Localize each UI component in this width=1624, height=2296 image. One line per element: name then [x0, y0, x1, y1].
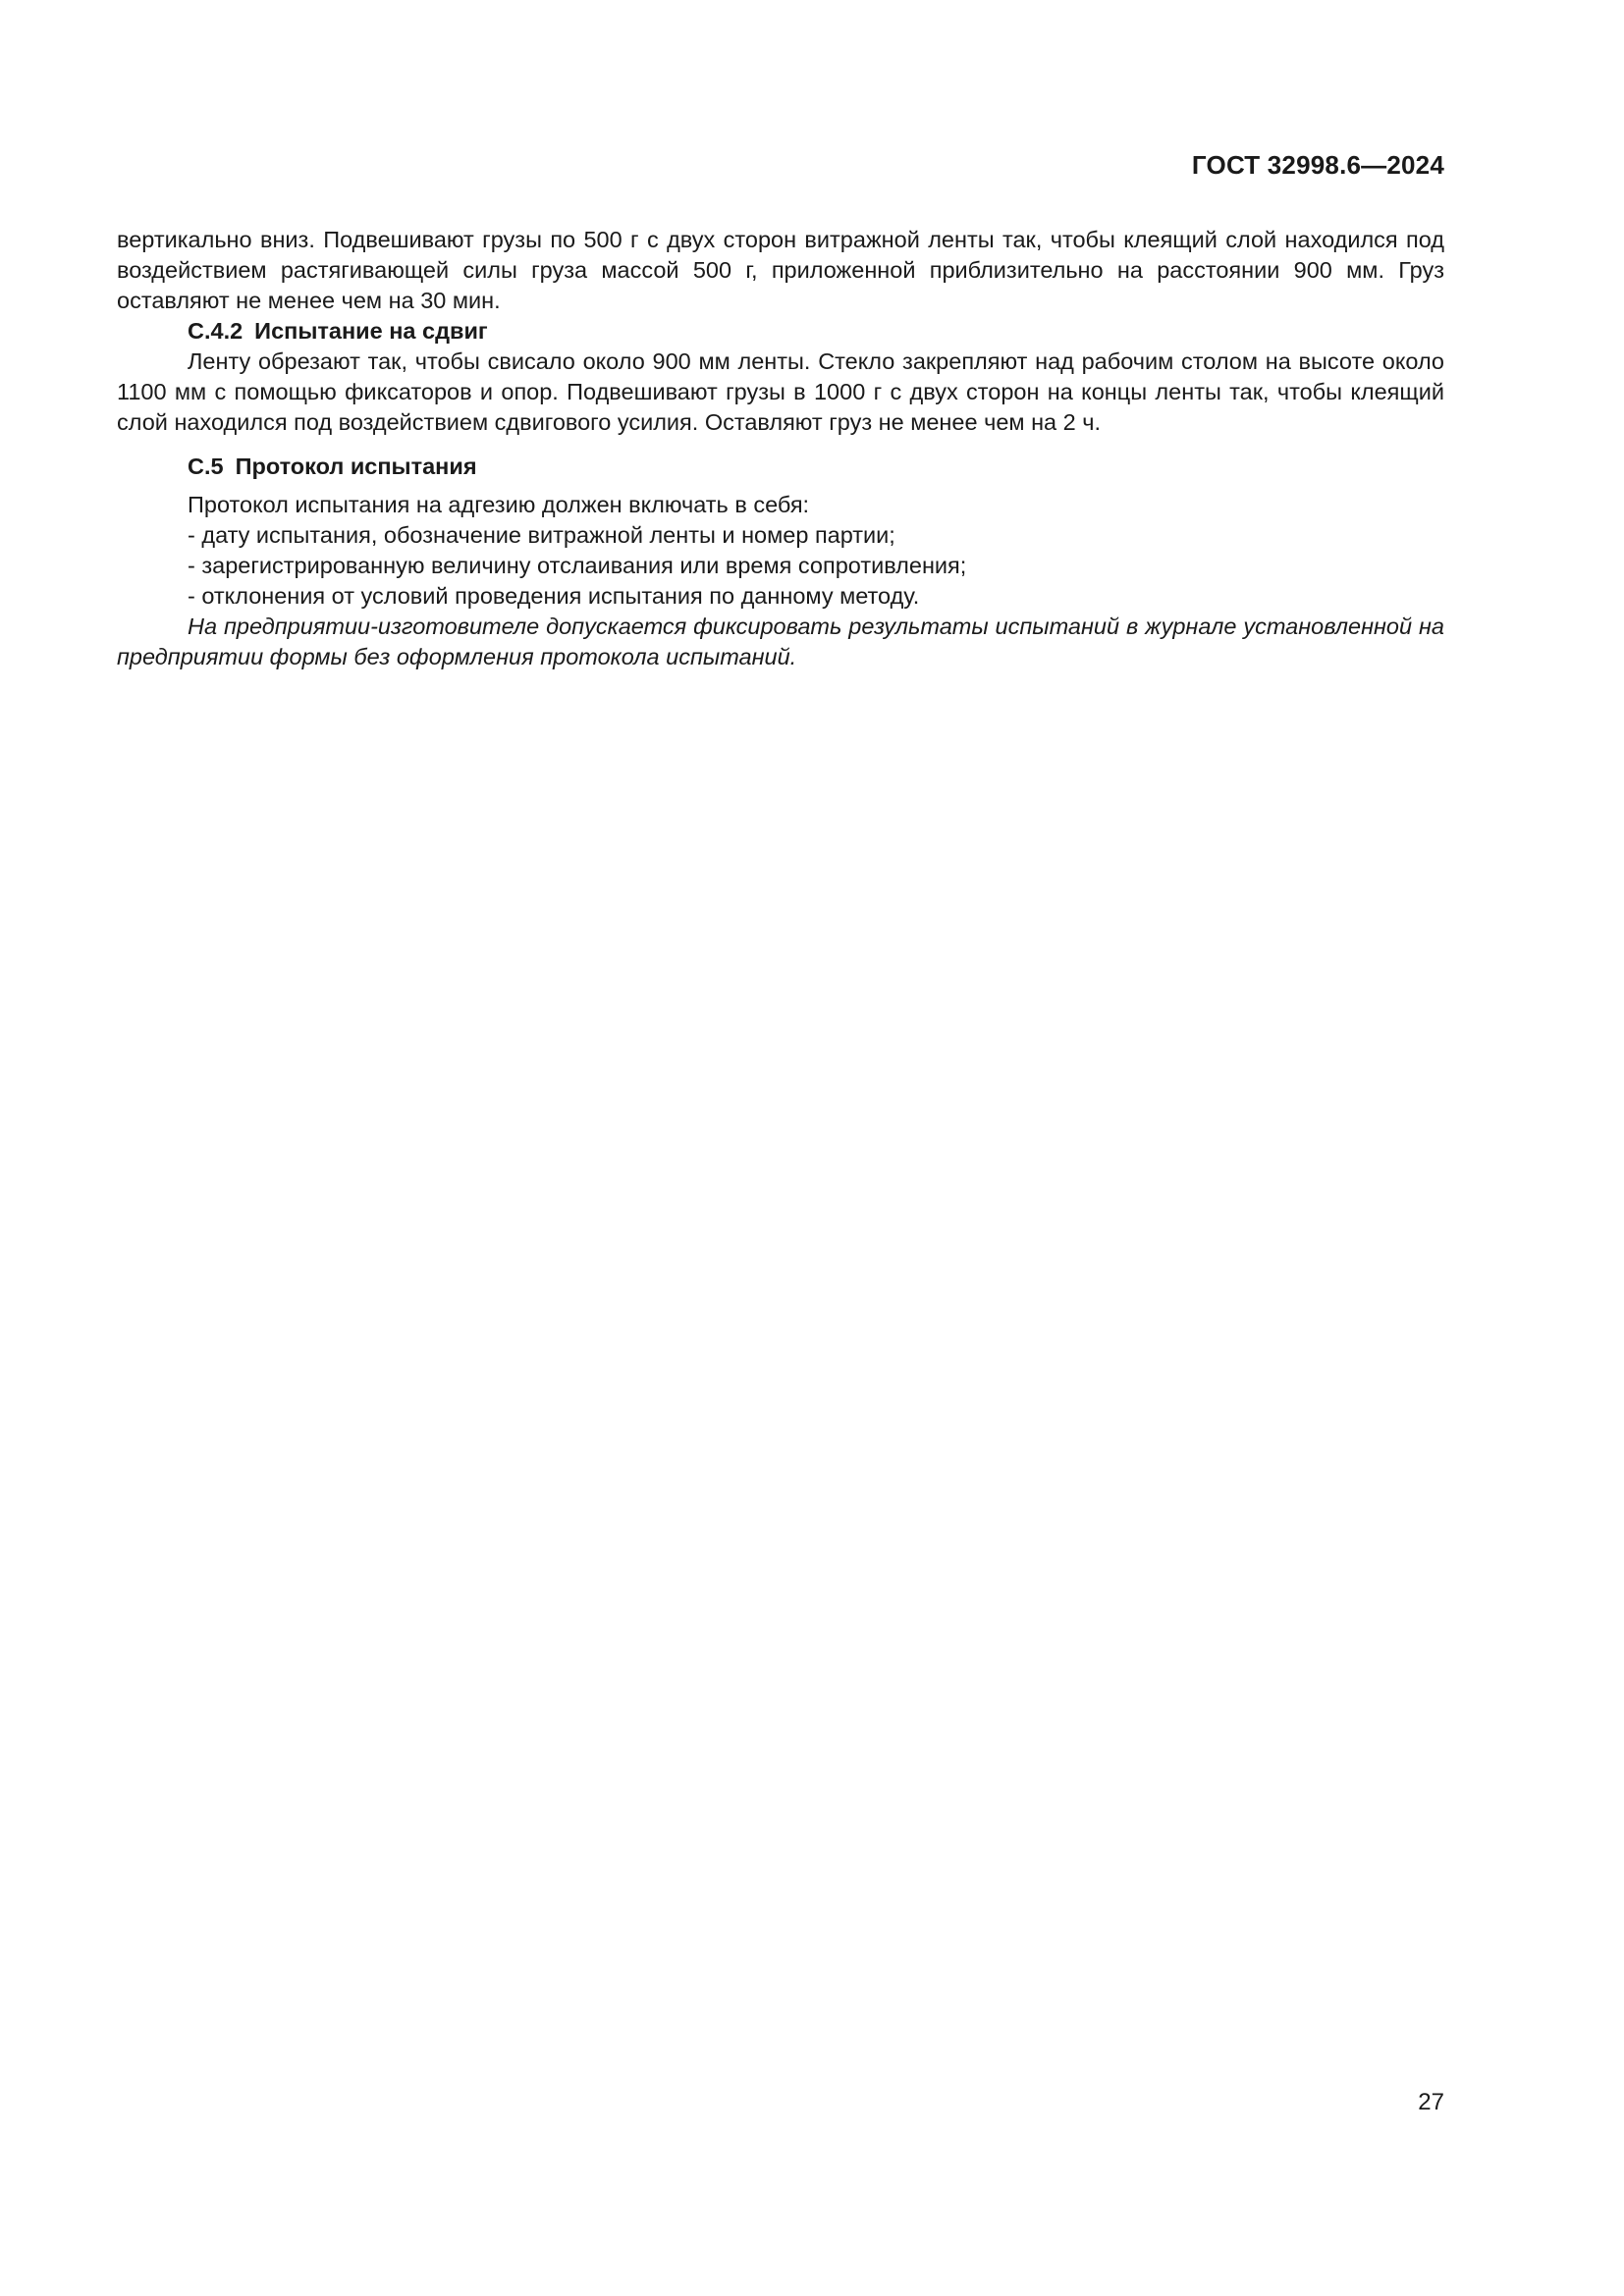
- section-heading-c42: [117, 316, 1444, 347]
- section-number: С.4.2: [188, 318, 244, 344]
- section-title: Протокол испытания: [235, 454, 477, 479]
- list-item: - дату испытания, обозначение витражной ленты и номер партии;: [188, 522, 895, 548]
- page-number: 27: [1418, 2089, 1444, 2115]
- paragraph-continuation: вертикально вниз. Подвешивают грузы по 500 г с двух сторон витражной ленты так, чтобы клеящий слой находился под воздействием растягивающей силы груза массой 500 г, приложенной приблизительно на расстоянии 900 мм. Груз оставляют не менее чем на 30 мин.: [117, 227, 1444, 313]
- list-item: - отклонения от условий проведения испытания по данному методу.: [188, 583, 920, 609]
- section-c5-intro: Протокол испытания на адгезию должен включать в себя:: [188, 492, 810, 517]
- document-code: ГОСТ 32998.6—2024: [1191, 150, 1444, 180]
- section-number: С.5: [188, 454, 224, 479]
- section-c42-text: Ленту обрезают так, чтобы свисало около 900 мм ленты. Стекло закрепляют над рабочим столом на высоте около 1100 мм с помощью фиксаторов и опор. Подвешивают грузы в 1000 г с двух сторон на концы ленты так, чтобы клеящий слой находился под воздействием сдвигового усилия. Оставляют груз не менее чем на 2 ч.: [117, 348, 1444, 435]
- section-heading-c5: [117, 452, 1444, 482]
- list-item: - зарегистрированную величину отслаивания или время сопротивления;: [188, 553, 967, 578]
- page-content: [117, 225, 1444, 672]
- section-c5-note: На предприятии-изготовителе допускается фиксировать результаты испытаний в журнале установленной на предприятии формы без оформления протокола испытаний.: [117, 614, 1444, 669]
- section-title: Испытание на сдвиг: [254, 318, 488, 344]
